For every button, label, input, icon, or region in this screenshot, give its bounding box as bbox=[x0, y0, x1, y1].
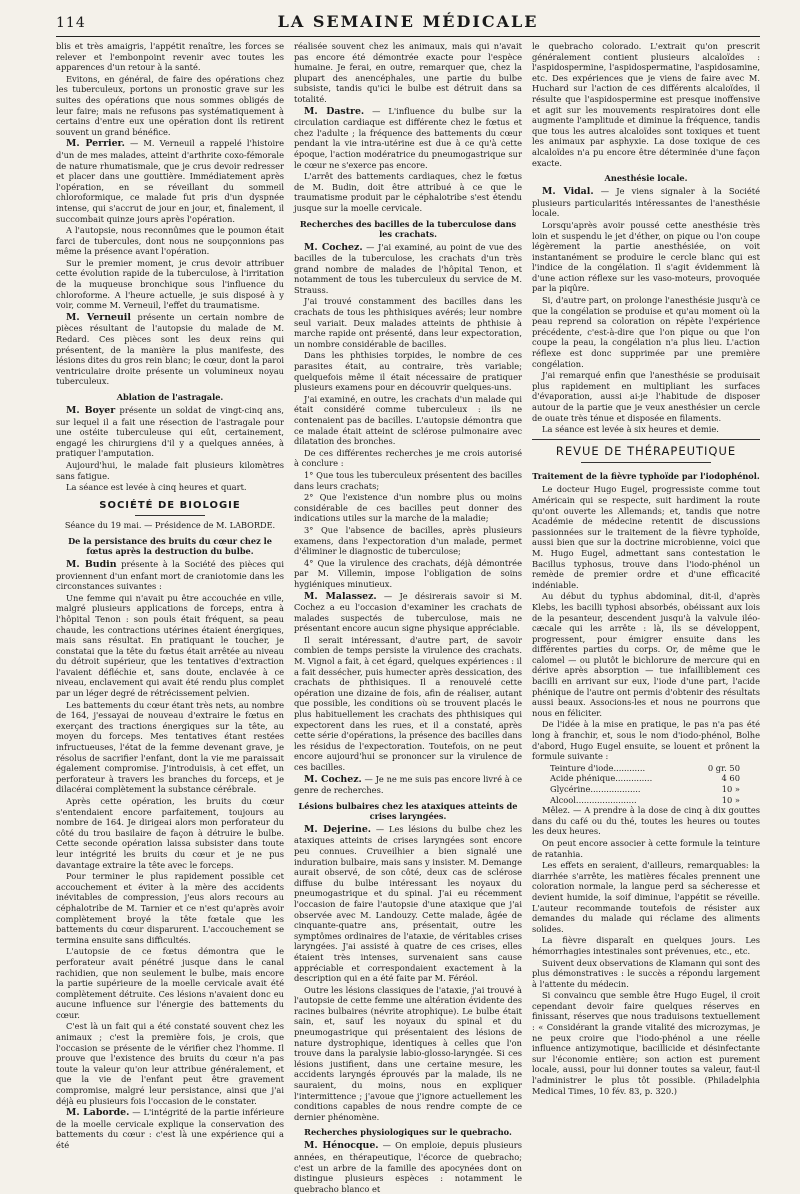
paragraph-text: — Je viens signaler à la Société plusieurs particularités intéressantes de l'anesthésie locale. bbox=[532, 186, 761, 219]
paragraph: 4° Que la virulence des crachats, déjà démontrée par M. Villemin, impose l'obligation de soins hygiéniques minutieux. bbox=[294, 557, 522, 589]
column-left bbox=[56, 41, 285, 1150]
section-divider bbox=[135, 515, 205, 516]
paragraph: 2° Que l'existence d'un nombre plus ou moins considérable de ces bacilles peut donner des indications utiles sur la marche de la maladie; bbox=[294, 492, 522, 524]
speaker-paragraph bbox=[56, 559, 284, 592]
paragraph: réalisée souvent chez les animaux, mais qui n'avait pas encore été démontrée exacte pour l'espèce humaine. Je ferai, en outre, remarquer que, chez la plupart des anencéphales, une partie du bulbe subsiste, tandis qu'ici le bulbe est détruit dans sa totalité. bbox=[294, 41, 522, 104]
paragraph: Une femme qui n'avait pu être accouchée en ville, malgré plusieurs applications de forceps, entra à l'hôpital Tenon : son pouls était fréquent, sa peau chaude, les contractions utérines étaient énergiques, mais sans résultat. En pratiquant le toucher, je constatai que la tête du fœtus était arrêtée au niveau du détroit supérieur, que les tentatives d'extraction l'avaient défléchie et, sans doute, enclavée à ce niveau, enclavement qui avait été rendu plus complet par un léger degré de rétrécissement pelvien. bbox=[56, 592, 284, 699]
society-heading: SOCIÉTÉ DE BIOLOGIE bbox=[99, 499, 241, 511]
section-heading: Recherches physiologiques sur le quebracho. bbox=[304, 1127, 512, 1138]
column-right bbox=[532, 41, 760, 1101]
formula-ingredient: Glycérine................... bbox=[550, 784, 641, 794]
speaker-name: M. Hénocque. bbox=[304, 1140, 379, 1152]
section-divider bbox=[581, 462, 711, 463]
paragraph: Le docteur Hugo Eugel, progressiste comme tout Américain qui se respecte, suit hardiment la route qu'ont ouverte les Allemands; et, tandis que notre Académie de médecine retentit de discussions passionnées sur le traitement de la fièvre typhoïde, aussi bien que sur la doctrine microbienne, voici que M. Hugo Eugel, admettant sans contestation le Bacillus typhosus, trouve dans l'iodo-phénol un remède de premier ordre et d'une efficacité indéniable. bbox=[532, 484, 760, 590]
speaker-paragraph bbox=[294, 106, 522, 171]
paragraph-text: présente à la Société des pièces qui proviennent d'un enfant mort de craniotomie dans les circonstances suivantes : bbox=[56, 558, 285, 592]
session-line: Séance du 19 mai. — Présidence de M. LABORDE. bbox=[64, 520, 276, 531]
speaker-name: M. Laborde. bbox=[66, 1107, 130, 1119]
speaker-name: M. Perrier. bbox=[66, 138, 125, 150]
speaker-paragraph bbox=[56, 312, 284, 387]
paragraph-text: — J'ai examiné, au point de vue des bacilles de la tuberculose, les crachats d'un très grand nombre de malades de l'hôpital Tenon, et notamment de tous les tuberculeux du service de M. Strauss. bbox=[294, 241, 522, 295]
speaker-paragraph bbox=[294, 1140, 522, 1194]
section-heading: Recherches des bacilles de la tuberculose dans les crachats. bbox=[299, 218, 517, 239]
speaker-name: M. Vidal. bbox=[542, 186, 594, 198]
paragraph: Pour terminer le plus rapidement possible cet accouchement et éviter à la mère des accidents inévitables de compression, j'eus alors recours au céphalotribe de M. Tarnier et ce n'est qu'après avoir complètement broyé la tête fœtale que les battements du cœur disparurent. L'accouchement se termina ensuite sans difficultés. bbox=[56, 871, 284, 945]
speaker-name: M. Budin bbox=[66, 558, 117, 570]
speaker-name: M. Boyer bbox=[66, 405, 116, 416]
paragraph: La séance est levée à cinq heures et quart. bbox=[66, 482, 247, 493]
paragraph: Si convaincu que semble être Hugo Eugel, il croit cependant devoir faire quelques réserves en finissant, réserves que nous traduisons textuellement : « Considérant la grande vitalité des microzymas, je ne peux croire que l'iodo-phénol a une réelle influence antizymotique, bacillicide et désinfectante sur l'économie entière; son action est purement locale, aussi, pour lui donner toutes sa valeur, faut-il l'administrer le plus tôt possible. (Philadelphia Medical Times, 10 fév. 83, p. 320.) bbox=[532, 990, 760, 1096]
paragraph: De ces différentes recherches je me crois autorisé à conclure : bbox=[294, 447, 522, 469]
header-rule bbox=[56, 36, 760, 37]
speaker-paragraph bbox=[294, 591, 522, 634]
paragraph: L'autopsie de ce fœtus démontra que le perforateur avait pénétré jusque dans le canal rachidien, que non seulement le bulbe, mais encore la partie supérieure de la moelle cervicale avait été complètement détruite. Ces lésions n'avaient donc eu aucune influence sur l'énergie des battements du cœur. bbox=[56, 946, 284, 1020]
running-head bbox=[56, 12, 760, 34]
formula-quantity: 10 » bbox=[721, 784, 740, 794]
journal-title: LA SEMAINE MÉDICALE bbox=[277, 12, 539, 31]
speaker-paragraph bbox=[294, 774, 522, 796]
speaker-name: M. Cochez. bbox=[304, 773, 362, 785]
formula-quantity: 10 » bbox=[721, 794, 740, 805]
column-middle bbox=[294, 41, 522, 1194]
paragraph: On peut encore associer à cette formule la teinture de ratanhia. bbox=[532, 837, 760, 859]
paragraph: J'ai trouvé constamment des bacilles dans les crachats de tous les phthisiques avérés; leur nombre seul variait. Deux malades atteints de phthisie à marche rapide ont présenté, dans leur expectoration, un nombre considérable de bacilles. bbox=[294, 296, 522, 349]
formula-quantity: 0 gr. 50 bbox=[707, 762, 740, 773]
paragraph: le quebracho colorado. L'extrait qu'on prescrit généralement contient plusieurs alcaloïdes : l'aspidospermine, l'aspidospermatine, l'aspidosamine, etc. Des expériences que je viens de faire avec M. Huchard sur l'action de ces différents alcaloïdes, il résulte que l'aspidospermine est presque inoffensive et agit sur les mouvements respiratoires dont elle augmente l'amplitude et diminue la fréquence, tandis que tous les autres alcaloïdes sont toxiques et tuent les animaux par asphyxie. La dose toxique de ces alcaloïdes n'a pu encore être déterminée d'une façon exacte. bbox=[532, 41, 760, 168]
section-heading: Traitement de la fièvre typhoïde par l'iodophénol. bbox=[532, 471, 760, 482]
formula-ingredient: Alcool....................... bbox=[550, 794, 637, 805]
paragraph: Au début du typhus abdominal, dit-il, d'après Klebs, les bacilli typhosi absorbés, obéissant aux lois de la pesanteur, descendent jusqu'à la valvule iléo-cæcale qui les arrête : là, ils se développent, progressent, pour émigrer ensuite dans les différentes parties du corps. Or, de même que le calomel — ou plutôt le bichlorure de mercure qui en dérive après absorption — tue infailliblement ces bacilli en arrivant sur eux, l'iode d'une part, l'acide phénique de l'autre ont permis d'obtenir des résultats aussi beaux. Associons-les et nous ne pourrons que nous en féliciter. bbox=[532, 591, 760, 718]
formula-line bbox=[532, 773, 760, 784]
paragraph: Lorsqu'après avoir poussé cette anesthésie très loin et suspendu le jet d'éther, on pique ou l'on coupe légèrement la partie anesthésiée, on voit instantanément se produire le cercle blanc qui est l'indice de la congélation. Il s'agit évidemment là d'une action réflexe sur les vaso-moteurs, provoquée par la piqûre. bbox=[532, 219, 760, 294]
paragraph: Dans les phthisies torpides, le nombre de ces parasites était, au contraire, très variable; quelquefois même il était nécessaire de pratiquer plusieurs examens pour en découvrir quelques-uns. bbox=[294, 350, 522, 393]
speaker-name: M. Dejerine. bbox=[304, 823, 372, 835]
paragraph: Les effets en seraient, d'ailleurs, remarquables: la diarrhée s'arrête, les matières fécales prennent une coloration normale, la langue perd sa sécheresse et devient humide, la soif diminue, l'appétit se réveille. L'auteur recommande toutefois de résister aux demandes du malade qui réclame des aliments solides. bbox=[532, 860, 760, 934]
paragraph: La fièvre disparaît en quelques jours. Les hémorrhagies intestinales sont prévenues, etc., etc. bbox=[532, 935, 760, 956]
speaker-name: M. Verneuil bbox=[66, 311, 131, 323]
revue-heading: REVUE DE THÉRAPEUTIQUE bbox=[532, 439, 760, 457]
paragraph: Sur le premier moment, je crus devoir attribuer cette évolution rapide de la tuberculose, à l'irritation de la muqueuse bronchique sous l'influence du chloroforme. A l'heure actuelle, je suis disposé à y voir, comme M. Verneuil, l'effet du traumatisme. bbox=[56, 257, 284, 311]
paragraph-text: — L'intégrité de la partie inférieure de la moelle cervicale explique la conservation des battements du cœur : c'est là une expérience qui a été bbox=[56, 1107, 284, 1150]
paragraph: 1° Que tous les tuberculeux présentent des bacilles dans leurs crachats; bbox=[294, 469, 522, 491]
paragraph: A l'autopsie, nous reconnûmes que le poumon était farci de tubercules, dont nous ne soupçonnions pas même la présence avant l'opération. bbox=[56, 225, 284, 257]
paragraph: Il serait intéressant, d'autre part, de savoir combien de temps persiste la virulence des crachats. M. Vignol a fait, à cet égard, quelques expériences : il a fait dessécher, puis humecter après dessication, des crachats de phthisiques. Il a renouvelé cette opération une dizaine de fois, afin de réaliser, autant que possible, les conditions où se trouvent placés le plus habituellement les crachats des phthisiques qui expectorent dans les rues, et il a constaté, après cette série d'opérations, la présence des bacilles dans les résidus de l'expectoration. Toutefois, on ne peut encore aujourd'hui se prononcer sur la virulence de ces bacilles. bbox=[294, 634, 522, 772]
paragraph: La séance est levée à six heures et demie. bbox=[542, 424, 719, 435]
speaker-paragraph bbox=[56, 405, 284, 459]
paragraph: Evitons, en général, de faire des opérations chez les tuberculeux, portons un pronostic grave sur les suites des opérations que nous sommes obligés de leur faire; mais ne refusons pas systématiquement à certains d'entre eux une opération dont ils retirent souvent un grand bénéfice. bbox=[56, 73, 284, 137]
paragraph: Après cette opération, les bruits du cœur s'entendaient encore parfaitement, toujours au nombre de 164. Je dirigeai alors mon perforateur du côté du trou basilaire de façon à détruire le bulbe. Cette seconde opération laissa subsister dans toute leur intégrité les bruits du cœur et je ne pus davantage extraire la tête avec le forceps. bbox=[56, 796, 284, 870]
paragraph-text: — Je désirerais savoir si M. Cochez a eu l'occasion d'examiner les crachats de malades suspectés de tuberculose, mais ne présentant encore aucun signe physique appréciable. bbox=[294, 590, 522, 634]
paragraph: Aujourd'hui, le malade fait plusieurs kilomètres sans fatigue. bbox=[56, 459, 284, 481]
paragraph: 3° Que l'absence de bacilles, après plusieurs examens, dans l'expectoration d'un malade, permet d'éliminer le diagnostic de tuberculose; bbox=[294, 524, 522, 557]
paragraph-text: — M. Verneuil a rappelé l'histoire d'un de mes malades, atteint d'arthrite coxo-fémorale de nature rhumatismale, que je crus devoir redresser et placer dans une gouttière. Immédiatement après l'opération, en se réveillant du sommeil chloroformique, ce malade fut pris d'un dyspnée intense, qui s'accrut de jour en jour, et, finalement, il succombait quinze jours après l'opération. bbox=[56, 138, 284, 224]
speaker-paragraph bbox=[532, 186, 760, 219]
paragraph: Si, d'autre part, on prolonge l'anesthésie jusqu'à ce que la congélation se produise et qu'au moment où la peau reprend sa coloration on répète l'expérience précédente, c'est-à-dire que l'on pique ou que l'on coupe la peau, la congélation n'a plus lieu. L'action réflexe est donc supprimée par une première congélation. bbox=[532, 295, 760, 369]
text-columns bbox=[56, 41, 761, 1194]
speaker-paragraph bbox=[294, 242, 522, 296]
paragraph: C'est là un fait qui a été constaté souvent chez les animaux ; c'est la première fois, je crois, que l'occasion se présente de le vérifier chez l'homme. Il prouve que l'existence des bruits du cœur n'a pas toute la valeur qu'on leur attribue généralement, et que la vie de l'enfant peut être gravement compromise, malgré leur persistance, ainsi que j'ai déjà eu plusieurs fois l'occasion de le constater. bbox=[56, 1021, 284, 1106]
formula-line bbox=[532, 784, 760, 795]
speaker-name: M. Malassez. bbox=[304, 590, 377, 602]
paragraph-text: présente un certain nombre de pièces résultant de l'autopsie du malade de M. Redard. Ces pièces sont les deux reins qui présentent, de la manière la plus manifeste, des lésions dites du gros rein blanc; le cœur, dont la paroi ventriculaire droite présente un volumineux noyau tuberculeux. bbox=[56, 311, 284, 387]
formula-ingredient: Teinture d'iode............ bbox=[550, 762, 646, 773]
paragraph: Les battements du cœur étant très nets, au nombre de 164, j'essayai de nouveau d'extraire le fœtus en exerçant des tractions énergiques sur la tête, au moyen du forceps. Mes tentatives étant restées infructueuses, l'état de la femme devenant grave, je résolus de sacrifier l'enfant, dont la vie me paraissait également compromise. J'introduisis, à cet effet, un perforateur à travers les branches du forceps, et je dilacérai complètement la substance cérébrale. bbox=[56, 699, 284, 795]
paragraph-text: — Les lésions du bulbe chez les ataxiques atteints de crises laryngées sont encore peu connues. Cruveilhier a bien signalé une induration bulbaire, mais sans y insister. M. Demange aurait observé, de son côté, deux cas de sclérose diffuse du bulbe intéressant les noyaux du pneumogastrique et du spinal. J'ai eu récemment l'occasion de faire l'autopsie d'une ataxique que j'ai observée avec M. Landouzy. Cette malade, âgée de cinquante-quatre ans, présentait, outre les symptômes ordinaires de l'ataxie, de véritables crises laryngées. J'ai assisté à quatre de ces crises, elles étaient très intenses, survenaient sans cause appréciable et correspondaient exactement à la description qui en a été faite par M. Féréol. bbox=[294, 823, 522, 984]
page-number: 114 bbox=[56, 15, 86, 31]
formula-line bbox=[532, 795, 760, 806]
section-heading: Lésions bulbaires chez les ataxiques atteints de crises laryngées. bbox=[298, 800, 518, 821]
section-heading: De la persistance des bruits du cœur chez le fœtus après la destruction du bulbe. bbox=[68, 535, 272, 556]
speaker-paragraph bbox=[56, 138, 284, 224]
paragraph-text: — L'influence du bulbe sur la circulation cardiaque est différente chez le fœtus et chez l'adulte ; la fréquence des battements du cœur pendant la vie intra-utérine est due à ce qu'à cette époque, l'action modératrice du pneumogastrique sur le cœur ne s'exerce pas encore. bbox=[294, 105, 522, 170]
paragraph: De l'idée à la mise en pratique, le pas n'a pas été long à franchir, et, sous le nom d'iodo-phénol, Bolhe d'abord, Hugo Eugel ensuite, se louent et prônent la formule suivante : bbox=[532, 719, 760, 762]
speaker-name: M. Dastre. bbox=[304, 105, 365, 117]
paragraph: J'ai examiné, en outre, les crachats d'un malade qui était considéré comme tuberculeux : ils ne contenaient pas de bacilles. L'autopsie démontra que ce malade était atteint de sclérose pulmonaire avec dilatation des bronches. bbox=[294, 393, 522, 447]
formula-ingredient: Acide phénique.............. bbox=[550, 773, 653, 784]
paragraph: blis et très amaigris, l'appétit renaître, les forces se relever et l'embonpoint revenir avec toutes les apparences d'un retour à la santé. bbox=[56, 41, 284, 73]
paragraph: Suivent deux observations de Klamann qui sont des plus démonstratives : le succès a répondu largement à l'attente du médecin. bbox=[532, 957, 760, 989]
paragraph: J'ai remarqué enfin que l'anesthésie se produisait plus rapidement en multipliant les surfaces d'évaporation, aussi ai-je l'habitude de disposer autour de la partie que je veux anesthésier un cercle de ouate très ténue et disposée en filaments. bbox=[532, 370, 760, 423]
speaker-name: M. Cochez. bbox=[304, 241, 363, 253]
paragraph-text: — On emploie, depuis plusieurs années, en thérapeutique, l'écorce de quebracho; c'est un arbre de la famille des apocynées dont on distingue plusieurs espèces : notamment le quebracho blanco et bbox=[294, 1140, 522, 1194]
paragraph-text: — Je ne me suis pas encore livré à ce genre de recherches. bbox=[294, 773, 522, 796]
speaker-paragraph bbox=[294, 824, 522, 984]
section-heading: Anesthésie locale. bbox=[604, 173, 688, 184]
formula-line bbox=[532, 763, 760, 774]
section-heading: Ablation de l'astragale. bbox=[116, 392, 224, 402]
speaker-paragraph bbox=[56, 1107, 284, 1150]
paragraph: Mêlez. — A prendre à la dose de cinq à dix gouttes dans du café ou du thé, toutes les heures ou toutes les deux heures. bbox=[532, 805, 760, 837]
paragraph: L'arrêt des battements cardiaques, chez le fœtus de M. Budin, doit être attribué à ce que le traumatisme produit par le céphalotribe s'est étendu jusque sur la moelle cervicale. bbox=[294, 171, 522, 213]
paragraph-text: présente un soldat de vingt-cinq ans, sur lequel il a fait une résection de l'astragale pour une ostéite tuberculeuse qui eût, certainement, engagé les chirurgiens d'il y a quelques années, à pratiquer l'amputation. bbox=[56, 405, 284, 459]
formula-quantity: 4 60 bbox=[721, 773, 740, 784]
paragraph: Outre les lésions classiques de l'ataxie, j'ai trouvé à l'autopsie de cette femme une altération évidente des racines bulbaires (névrite atrophique). Le bulbe était sain, et, sauf les noyaux du spinal et du pneumogastrique qui présentaient des lésions de nature dystrophique, identiques à celles que l'on trouve dans la paralysie labio-glosso-laryngée. Si ces lésions justifient, dans une certaine mesure, les accidents laryngés éprouvés par la malade, ils ne sauraient, du moins, nous en expliquer l'intermittence ; j'avoue que j'ignore actuellement les conditions capables de nous rendre compte de ce dernier phénomène. bbox=[294, 984, 522, 1122]
